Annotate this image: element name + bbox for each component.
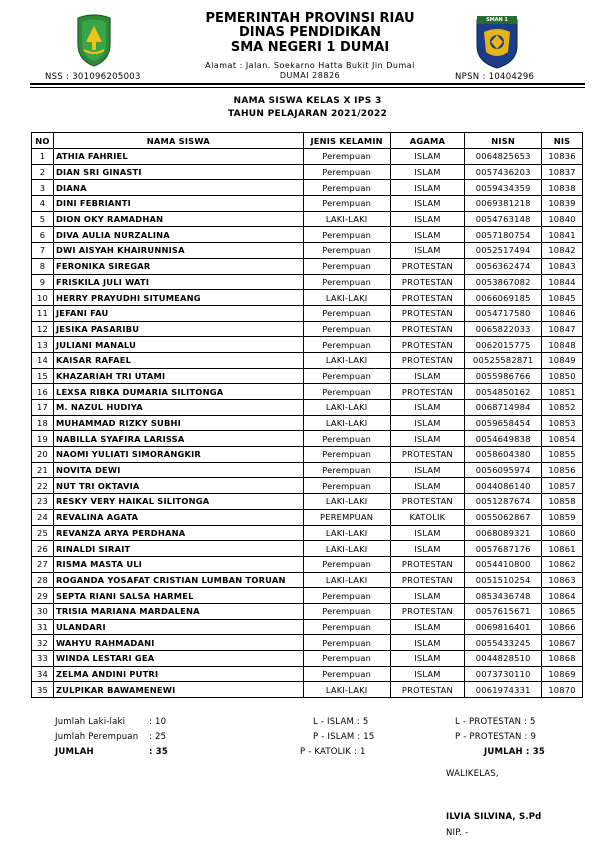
cell-nama: LEXSA RIBKA DUMARIA SILITONGA <box>53 384 303 400</box>
cell-nis: 10864 <box>542 588 583 604</box>
cell-nis: 10845 <box>542 290 583 306</box>
signer-nip: NIP. - <box>446 828 469 838</box>
document-title: NAMA SISWA KELAS X IPS 3 <box>233 96 382 106</box>
cell-jenis-kelamin: Perempuan <box>303 478 390 494</box>
cell-agama: ISLAM <box>390 525 465 541</box>
cell-nisn: 0068714984 <box>465 400 542 416</box>
cell-jenis-kelamin: LAKI-LAKI <box>303 211 390 227</box>
table-row <box>32 462 583 478</box>
signer-name: ILVIA SILVINA, S.Pd <box>446 812 542 822</box>
cell-jenis-kelamin: Perempuan <box>303 196 390 212</box>
cell-jenis-kelamin: Perempuan <box>303 651 390 667</box>
cell-nis: 10852 <box>542 400 583 416</box>
cell-jenis-kelamin: Perempuan <box>303 180 390 196</box>
table-row <box>32 556 583 572</box>
cell-nama: RINALDI SIRAIT <box>53 541 303 557</box>
cell-jenis-kelamin: Perempuan <box>303 164 390 180</box>
table-row <box>32 415 583 431</box>
cell-nisn: 0057687176 <box>465 541 542 557</box>
cell-no: 26 <box>32 541 54 557</box>
cell-nisn: 0057436203 <box>465 164 542 180</box>
cell-nisn: 0069381218 <box>465 196 542 212</box>
cell-jenis-kelamin: Perempuan <box>303 556 390 572</box>
cell-no: 9 <box>32 274 54 290</box>
cell-nisn: 0056362474 <box>465 258 542 274</box>
cell-nis: 10850 <box>542 368 583 384</box>
cell-nisn: 0853436748 <box>465 588 542 604</box>
cell-no: 28 <box>32 572 54 588</box>
cell-no: 11 <box>32 305 54 321</box>
table-row <box>32 651 583 667</box>
cell-nis: 10843 <box>542 258 583 274</box>
cell-agama: ISLAM <box>390 368 465 384</box>
cell-nisn: 0059658454 <box>465 415 542 431</box>
cell-no: 10 <box>32 290 54 306</box>
table-row <box>32 509 583 525</box>
cell-nisn: 0054717580 <box>465 305 542 321</box>
cell-nis: 10838 <box>542 180 583 196</box>
cell-no: 19 <box>32 431 54 447</box>
cell-no: 23 <box>32 494 54 510</box>
cell-jenis-kelamin: Perempuan <box>303 321 390 337</box>
summary-jumlah-value: : 35 <box>149 747 168 757</box>
cell-nama: JEFANI FAU <box>53 305 303 321</box>
cell-agama: ISLAM <box>390 651 465 667</box>
cell-jenis-kelamin: Perempuan <box>303 227 390 243</box>
cell-nisn: 0069816401 <box>465 619 542 635</box>
cell-agama: ISLAM <box>390 431 465 447</box>
cell-nis: 10866 <box>542 619 583 635</box>
cell-no: 2 <box>32 164 54 180</box>
cell-nisn: 0057615671 <box>465 603 542 619</box>
col-header-nisn: NISN <box>465 133 542 149</box>
table-row <box>32 352 583 368</box>
table-row <box>32 494 583 510</box>
school-logo-text: SMAN 1 <box>486 17 508 23</box>
cell-nama: MUHAMMAD RIZKY SUBHI <box>53 415 303 431</box>
cell-jenis-kelamin: Perempuan <box>303 462 390 478</box>
summary-p-islam: P - ISLAM : 15 <box>313 732 375 742</box>
cell-jenis-kelamin: Perempuan <box>303 384 390 400</box>
cell-agama: PROTESTAN <box>390 290 465 306</box>
cell-nisn: 0055062867 <box>465 509 542 525</box>
cell-no: 14 <box>32 352 54 368</box>
cell-jenis-kelamin: LAKI-LAKI <box>303 400 390 416</box>
table-row <box>32 525 583 541</box>
table-row <box>32 227 583 243</box>
cell-no: 20 <box>32 447 54 463</box>
header-city: DUMAI 28826 <box>279 71 341 80</box>
table-row <box>32 243 583 259</box>
cell-nama: DINI FEBRIANTI <box>53 196 303 212</box>
cell-nama: NUT TRI OKTAVIA <box>53 478 303 494</box>
cell-nis: 10862 <box>542 556 583 572</box>
school-logo <box>474 12 520 70</box>
cell-jenis-kelamin: LAKI-LAKI <box>303 415 390 431</box>
table-header-row <box>32 133 583 149</box>
cell-nama: NOVITA DEWI <box>53 462 303 478</box>
cell-nisn: 0055986766 <box>465 368 542 384</box>
cell-no: 5 <box>32 211 54 227</box>
cell-jenis-kelamin: Perempuan <box>303 588 390 604</box>
cell-nis: 10848 <box>542 337 583 353</box>
cell-no: 7 <box>32 243 54 259</box>
cell-agama: PROTESTAN <box>390 384 465 400</box>
table-row <box>32 572 583 588</box>
cell-nama: DION OKY RAMADHAN <box>53 211 303 227</box>
cell-nama: FRISKILA JULI WATI <box>53 274 303 290</box>
cell-nisn: 0054763148 <box>465 211 542 227</box>
cell-jenis-kelamin: Perempuan <box>303 619 390 635</box>
col-header-agama: AGAMA <box>390 133 465 149</box>
cell-no: 25 <box>32 525 54 541</box>
cell-jenis-kelamin: Perempuan <box>303 243 390 259</box>
cell-jenis-kelamin: Perempuan <box>303 337 390 353</box>
cell-jenis-kelamin: LAKI-LAKI <box>303 525 390 541</box>
header-line-2: DINAS PENDIDIKAN <box>238 25 382 40</box>
cell-nis: 10856 <box>542 462 583 478</box>
cell-agama: PROTESTAN <box>390 682 465 698</box>
cell-nama: ZULPIKAR BAWAMENEWI <box>53 682 303 698</box>
cell-nisn: 0051510254 <box>465 572 542 588</box>
cell-agama: ISLAM <box>390 635 465 651</box>
table-row <box>32 588 583 604</box>
cell-no: 8 <box>32 258 54 274</box>
cell-agama: ISLAM <box>390 227 465 243</box>
table-row <box>32 619 583 635</box>
cell-nisn: 0065822033 <box>465 321 542 337</box>
cell-nama: DWI AISYAH KHAIRUNNISA <box>53 243 303 259</box>
cell-nis: 10836 <box>542 149 583 165</box>
cell-nama: REVALINA AGATA <box>53 509 303 525</box>
cell-nis: 10846 <box>542 305 583 321</box>
riau-province-logo <box>72 12 116 68</box>
cell-nisn: 0054850162 <box>465 384 542 400</box>
npsn-number: NPSN : 10404296 <box>455 72 535 82</box>
cell-no: 6 <box>32 227 54 243</box>
nss-number: NSS : 301096205003 <box>45 72 141 82</box>
cell-nama: M. NAZUL HUDIYA <box>53 400 303 416</box>
col-header-nis: NIS <box>542 133 583 149</box>
cell-agama: PROTESTAN <box>390 258 465 274</box>
cell-agama: ISLAM <box>390 415 465 431</box>
cell-nama: JULIANI MANALU <box>53 337 303 353</box>
cell-nisn: 0052517494 <box>465 243 542 259</box>
cell-nis: 10867 <box>542 635 583 651</box>
col-header-jenis-kelamin: JENIS KELAMIN <box>303 133 390 149</box>
cell-nis: 10847 <box>542 321 583 337</box>
table-row <box>32 290 583 306</box>
cell-nis: 10851 <box>542 384 583 400</box>
cell-agama: PROTESTAN <box>390 337 465 353</box>
cell-nisn: 0062015775 <box>465 337 542 353</box>
cell-nama: ULANDARI <box>53 619 303 635</box>
cell-nama: RISMA MASTA ULI <box>53 556 303 572</box>
cell-nama: JESIKA PASARIBU <box>53 321 303 337</box>
cell-nisn: 0058604380 <box>465 447 542 463</box>
cell-nama: FERONIKA SIREGAR <box>53 258 303 274</box>
cell-no: 16 <box>32 384 54 400</box>
cell-nisn: 0064825653 <box>465 149 542 165</box>
cell-jenis-kelamin: Perempuan <box>303 368 390 384</box>
cell-nisn: 0053867082 <box>465 274 542 290</box>
cell-jenis-kelamin: Perempuan <box>303 149 390 165</box>
cell-agama: ISLAM <box>390 619 465 635</box>
header-line-3: SMA NEGERI 1 DUMAI <box>230 40 390 55</box>
header-divider-thick <box>30 83 585 85</box>
table-row <box>32 666 583 682</box>
cell-no: 4 <box>32 196 54 212</box>
cell-nis: 10870 <box>542 682 583 698</box>
cell-nisn: 0054649838 <box>465 431 542 447</box>
cell-jenis-kelamin: Perempuan <box>303 305 390 321</box>
cell-no: 22 <box>32 478 54 494</box>
cell-agama: PROTESTAN <box>390 556 465 572</box>
cell-agama: PROTESTAN <box>390 494 465 510</box>
cell-nisn: 0044086140 <box>465 478 542 494</box>
summary-jumlah-right: JUMLAH : 35 <box>484 747 545 757</box>
cell-nama: DIVA AULIA NURZALINA <box>53 227 303 243</box>
cell-agama: PROTESTAN <box>390 447 465 463</box>
cell-nisn: 0057180754 <box>465 227 542 243</box>
table-row <box>32 211 583 227</box>
cell-nama: RESKY VERY HAIKAL SILITONGA <box>53 494 303 510</box>
cell-no: 31 <box>32 619 54 635</box>
cell-jenis-kelamin: Perempuan <box>303 258 390 274</box>
table-row <box>32 400 583 416</box>
cell-nama: ROGANDA YOSAFAT CRISTIAN LUMBAN TORUAN <box>53 572 303 588</box>
summary-laki-value: : 10 <box>149 717 167 727</box>
table-row <box>32 305 583 321</box>
cell-nis: 10857 <box>542 478 583 494</box>
table-body <box>32 149 583 698</box>
cell-nisn: 0051287674 <box>465 494 542 510</box>
cell-nis: 10868 <box>542 651 583 667</box>
cell-nama: ZELMA ANDINI PUTRI <box>53 666 303 682</box>
cell-agama: PROTESTAN <box>390 572 465 588</box>
cell-nis: 10841 <box>542 227 583 243</box>
cell-agama: ISLAM <box>390 243 465 259</box>
cell-jenis-kelamin: Perempuan <box>303 447 390 463</box>
cell-jenis-kelamin: Perempuan <box>303 431 390 447</box>
cell-nis: 10840 <box>542 211 583 227</box>
cell-nisn: 0061974331 <box>465 682 542 698</box>
table-row <box>32 603 583 619</box>
cell-no: 35 <box>32 682 54 698</box>
cell-nisn: 0066069185 <box>465 290 542 306</box>
table-row <box>32 384 583 400</box>
table-row <box>32 149 583 165</box>
cell-jenis-kelamin: Perempuan <box>303 635 390 651</box>
walikelas-label: WALIKELAS, <box>446 769 499 779</box>
table-row <box>32 447 583 463</box>
cell-agama: PROTESTAN <box>390 352 465 368</box>
table-row <box>32 337 583 353</box>
summary-jumlah-label: JUMLAH <box>55 747 94 757</box>
cell-jenis-kelamin: LAKI-LAKI <box>303 290 390 306</box>
cell-nis: 10839 <box>542 196 583 212</box>
cell-agama: ISLAM <box>390 196 465 212</box>
table-row <box>32 180 583 196</box>
cell-no: 32 <box>32 635 54 651</box>
cell-nis: 10863 <box>542 572 583 588</box>
cell-jenis-kelamin: Perempuan <box>303 666 390 682</box>
table-row <box>32 368 583 384</box>
student-table <box>31 132 583 698</box>
cell-no: 34 <box>32 666 54 682</box>
cell-agama: PROTESTAN <box>390 305 465 321</box>
cell-agama: ISLAM <box>390 164 465 180</box>
cell-no: 1 <box>32 149 54 165</box>
table-row <box>32 274 583 290</box>
cell-nisn: 0068089321 <box>465 525 542 541</box>
cell-nama: DIANA <box>53 180 303 196</box>
col-header-no: NO <box>32 133 54 149</box>
cell-nisn: 0054410800 <box>465 556 542 572</box>
cell-nis: 10854 <box>542 431 583 447</box>
cell-jenis-kelamin: LAKI-LAKI <box>303 352 390 368</box>
cell-no: 33 <box>32 651 54 667</box>
cell-nis: 10837 <box>542 164 583 180</box>
cell-nama: NABILLA SYAFIRA LARISSA <box>53 431 303 447</box>
cell-agama: ISLAM <box>390 149 465 165</box>
cell-jenis-kelamin: LAKI-LAKI <box>303 494 390 510</box>
table-row <box>32 258 583 274</box>
cell-jenis-kelamin: Perempuan <box>303 603 390 619</box>
cell-nis: 10842 <box>542 243 583 259</box>
cell-nama: HERRY PRAYUDHI SITUMEANG <box>53 290 303 306</box>
cell-agama: ISLAM <box>390 400 465 416</box>
cell-nisn: 0044828510 <box>465 651 542 667</box>
table-row <box>32 541 583 557</box>
header-divider-thin <box>30 87 585 88</box>
table-row <box>32 431 583 447</box>
cell-no: 3 <box>32 180 54 196</box>
cell-no: 29 <box>32 588 54 604</box>
table-row <box>32 321 583 337</box>
document-subtitle: TAHUN PELAJARAN 2021/2022 <box>227 109 388 119</box>
cell-nis: 10844 <box>542 274 583 290</box>
cell-nisn: 00525582871 <box>465 352 542 368</box>
cell-nisn: 0055433245 <box>465 635 542 651</box>
cell-nisn: 0059434359 <box>465 180 542 196</box>
cell-jenis-kelamin: LAKI-LAKI <box>303 572 390 588</box>
cell-no: 27 <box>32 556 54 572</box>
cell-nis: 10859 <box>542 509 583 525</box>
cell-agama: PROTESTAN <box>390 274 465 290</box>
cell-nama: ATHIA FAHRIEL <box>53 149 303 165</box>
cell-agama: ISLAM <box>390 462 465 478</box>
cell-no: 18 <box>32 415 54 431</box>
cell-nama: TRISIA MARIANA MARDALENA <box>53 603 303 619</box>
cell-nis: 10861 <box>542 541 583 557</box>
summary-p-protestan: P - PROTESTAN : 9 <box>455 732 537 742</box>
cell-nis: 10855 <box>542 447 583 463</box>
cell-nama: DIAN SRI GINASTI <box>53 164 303 180</box>
cell-jenis-kelamin: PEREMPUAN <box>303 509 390 525</box>
cell-agama: ISLAM <box>390 211 465 227</box>
cell-nama: KAISAR RAFAEL <box>53 352 303 368</box>
cell-no: 30 <box>32 603 54 619</box>
cell-no: 24 <box>32 509 54 525</box>
cell-jenis-kelamin: LAKI-LAKI <box>303 682 390 698</box>
cell-nis: 10865 <box>542 603 583 619</box>
cell-nama: NAOMI YULIATI SIMORANGKIR <box>53 447 303 463</box>
summary-l-protestan: L - PROTESTAN : 5 <box>455 717 536 727</box>
table-row <box>32 164 583 180</box>
cell-nis: 10860 <box>542 525 583 541</box>
cell-no: 12 <box>32 321 54 337</box>
cell-no: 13 <box>32 337 54 353</box>
cell-nis: 10849 <box>542 352 583 368</box>
cell-nama: KHAZARIAH TRI UTAMI <box>53 368 303 384</box>
cell-jenis-kelamin: LAKI-LAKI <box>303 541 390 557</box>
cell-nama: SEPTA RIANI SALSA HARMEL <box>53 588 303 604</box>
cell-nama: WAHYU RAHMADANI <box>53 635 303 651</box>
cell-agama: ISLAM <box>390 588 465 604</box>
summary-perempuan-label: Jumlah Perempuan <box>55 732 139 742</box>
table-row <box>32 635 583 651</box>
cell-agama: PROTESTAN <box>390 321 465 337</box>
col-header-nama: NAMA SISWA <box>53 133 303 149</box>
cell-no: 21 <box>32 462 54 478</box>
header-address: Alamat : Jalan. Soekarno Hatta Bukit Jin Dumai <box>205 61 415 70</box>
cell-agama: ISLAM <box>390 180 465 196</box>
cell-nis: 10858 <box>542 494 583 510</box>
summary-l-islam: L - ISLAM : 5 <box>313 717 369 727</box>
cell-no: 17 <box>32 400 54 416</box>
summary-perempuan-value: : 25 <box>149 732 167 742</box>
header-line-1: PEMERINTAH PROVINSI RIAU <box>205 11 415 26</box>
cell-nis: 10853 <box>542 415 583 431</box>
summary-laki-label: Jumlah Laki-laki <box>55 717 126 727</box>
cell-agama: ISLAM <box>390 478 465 494</box>
cell-nama: WINDA LESTARI GEA <box>53 651 303 667</box>
cell-agama: KATOLIK <box>390 509 465 525</box>
cell-no: 15 <box>32 368 54 384</box>
cell-agama: PROTESTAN <box>390 603 465 619</box>
cell-nisn: 0056095974 <box>465 462 542 478</box>
cell-agama: ISLAM <box>390 666 465 682</box>
cell-jenis-kelamin: Perempuan <box>303 274 390 290</box>
summary-p-katolik: P - KATOLIK : 1 <box>300 747 366 757</box>
cell-nis: 10869 <box>542 666 583 682</box>
cell-agama: ISLAM <box>390 541 465 557</box>
table-row <box>32 682 583 698</box>
table-row <box>32 478 583 494</box>
table-row <box>32 196 583 212</box>
cell-nisn: 0073730110 <box>465 666 542 682</box>
cell-nama: REVANZA ARYA PERDHANA <box>53 525 303 541</box>
